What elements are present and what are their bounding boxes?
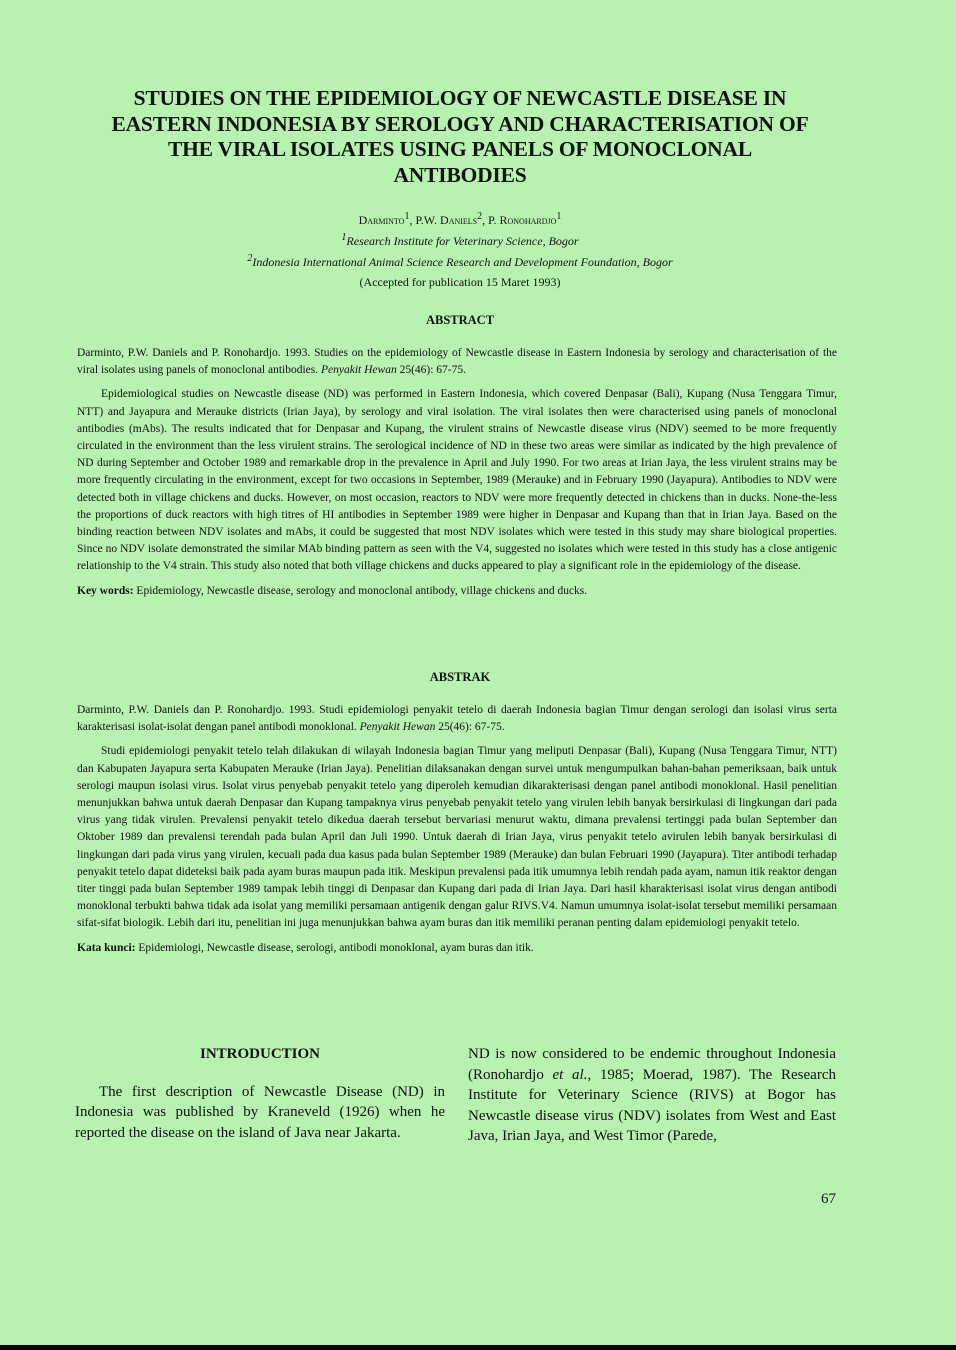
scan-edge-bar xyxy=(0,1345,956,1350)
abstrak-heading: ABSTRAK xyxy=(429,670,491,684)
title-line: STUDIES ON THE EPIDEMIOLOGY OF NEWCASTLE DISEASE IN xyxy=(133,86,787,110)
author-name: P.W. Daniels xyxy=(415,213,478,227)
title-line: ANTIBODIES xyxy=(393,162,527,187)
accepted-date: (Accepted for publication 15 Maret 1993) xyxy=(359,275,561,289)
abstrak-keywords: Kata kunci: Epidemiologi, Newcastle disease, serologi, antibodi monoklonal, ayam buras dan itik. xyxy=(77,941,534,954)
paper-title xyxy=(70,86,850,188)
intro-paragraph: The first description of Newcastle Disease (ND) in Indonesia was published by Kraneveld (1926) when he reported the disease on the island of Java near Jakarta. xyxy=(75,1083,445,1141)
abstract-body: Epidemiological studies on Newcastle disease (ND) was performed in Eastern Indonesia, which covered Denpasar (Bali), Kupang (Nusa Tenggara Timur, NTT) and Jayapura and Merauke districts (Irian Jaya), by serology and viral isolation. The viral isolates then were characterised using panels of monoclonal antibodies (mAbs). The results indicated that for Denpasar and Kupang, the virulent strains of Newcastle disease virus (NDV) seemed to be more frequently circulated in the environment than the less virulent strains. The serological incidence of ND in these two areas were similar as indicated by the high prevalence of ND during September and October 1989 and remarkable drop in the prevalence in April and July 1990. For two areas at Irian Jaya, the less virulent strains may be more frequently circulating in the environment, except for two occasions in September, 1989 (Merauke) and in February 1990 (Jayapura). Antibodies to NDV were detected both in village chickens and ducks. However, on most occasion, reactors to NDV were more frequently detected in chickens than in ducks. None-the-less the proportions of duck reactors with high titres of HI antibodies in September 1989 were higher in Denpasar and Kupang than that in Irian Jaya. Based on the binding reaction between NDV isolates and mAbs, it could be suggested that most NDV isolates which were tested in this study may share biological properties. Since no NDV isolate demonstrated the similar MAb binding pattern as seen with the V4, suggested no isolates which were tested in this study has a close antigenic relationship to the V4 strain. This study also noted that both village chickens and ducks appeared to play a significant role in the epidemiology of the disease. xyxy=(77,388,837,573)
author-name: Darminto xyxy=(358,213,405,227)
affiliation-1: $^1$Research Institute for Veterinary Science, Bogor xyxy=(341,232,579,248)
abstrak-citation: Darminto, P.W. Daniels dan P. Ronohardjo. 1993. Studi epidemiologi penyakit tetelo di daerah Indonesia bagian Timur dengan serologi dan isolasi virus serta karakterisasi isolat-isolat dengan panel antibodi monoklonal. Penyakit Hewan 25(46): 67-75. xyxy=(77,704,837,734)
journal-name: Penyakit Hewan xyxy=(359,721,436,734)
intro-paragraph: ND is now considered to be endemic throughout Indonesia (Ronohardjo et al., 1985; Moerad, 1987). The Research Institute for Veterinary Science (RIVS) at Bogor has Newcastle disease virus (NDV) isolates from West and East Java, Irian Jaya, and West Timor (Parede, xyxy=(468,1046,836,1145)
affiliation-marker: 2 xyxy=(477,211,483,222)
title-line: EASTERN INDONESIA BY SEROLOGY AND CHARACTERISATION OF xyxy=(111,111,809,136)
abstrak-body: Studi epidemiologi penyakit tetelo telah dilakukan di wilayah Indonesia bagian Timur yang meliputi Denpasar (Bali), Kupang (Nusa Tenggara Timur, NTT) dan Kabupaten Jayapura serta Kabupaten Merauke (Irian Jaya). Penelitian dilaksanakan dengan survei untuk mengumpulkan bahan-bahan pemeriksaan, baik untuk serologi maupun isolasi virus. Isolat virus penyebab penyakit tetelo yang diperoleh kemudian dikarakterisasi dengan panel antibodi monoklonal. Hasil penelitian menunjukkan bahwa untuk daerah Denpasar dan Kupang tampaknya virus penyebab penyakit tetelo yang virulen lebih banyak bersirkulasi di lingkungan dari pada virus yang tidak virulen. Prevalensi penyakit tetelo dikedua daerah tersebut bervariasi menurut waktu, dimana prevalensi tertinggi pada bulan September dan Oktober 1989 dan prevalensi terendah pada bulan April dan Juli 1990. Untuk daerah di Irian Jaya, virus penyakit tetelo avirulen lebih banyak bersirkulasi di lingkungan dari pada virus yang virulen, kecuali pada dua kasus pada bulan September 1989 (Merauke) dan bulan Februari 1990 (Jayapura). Titer antibodi terhadap penyakit tetelo dapat dideteksi baik pada ayam buras maupun pada itik. Meskipun prevalensi pada itik umumnya lebih rendah pada ayam, namun itik reaktor dengan titer tinggi pada bulan September 1989 tampak lebih tinggi di Denpasar dan Kupang dari pada di Irian Jaya. Dari hasil kharakterisasi isolat virus dengan antibodi monoklonal terbukti bahwa tidak ada isolat yang memiliki persamaan antigenik dengan galur RIVS.V4. Namun umumnya isolat-isolat tersebut memiliki persamaan sifat-sifat biologik. Lebih dari itu, penelitian ini juga menunjukkan bahwa ayam buras dan itik memiliki peranan penting dalam epidemiologi penyakit tetelo. xyxy=(77,745,837,930)
journal-name: Penyakit Hewan xyxy=(321,364,397,377)
abstrak-block xyxy=(77,702,837,957)
page-number: 67 xyxy=(821,1191,836,1207)
affiliation-2: $^2$Indonesia International Animal Science Research and Development Foundation, Bogor xyxy=(247,253,673,269)
abstract-heading: ABSTRACT xyxy=(425,313,495,327)
abstract-citation: Darminto, P.W. Daniels and P. Ronohardjo. 1993. Studies on the epidemiology of Newcastle disease in Eastern Indonesia by serology and characterisation of the viral isolates using panels of monoclonal antibodies. Penyakit Hewan 25(46): 67-75. xyxy=(77,347,837,377)
author-name: P. Ronohardjo xyxy=(488,213,557,227)
abstract-keywords: Key words: Epidemiology, Newcastle disease, serology and monoclonal antibody, village chickens and ducks. xyxy=(77,584,588,597)
abstract-block xyxy=(77,345,837,600)
author-block xyxy=(80,208,840,271)
affiliation-marker: 1 xyxy=(556,211,562,222)
intro-left-column xyxy=(75,1044,445,1143)
author-names: Darminto$^1$, P.W. Daniels$^2$, P. Ronohardjo$^1$ xyxy=(358,211,562,227)
keywords-label: Key words: xyxy=(77,584,134,597)
introduction-heading: INTRODUCTION xyxy=(199,1046,320,1062)
affiliation-marker: 1 xyxy=(404,211,410,222)
title-line: THE VIRAL ISOLATES USING PANELS OF MONOCLONAL xyxy=(168,137,752,161)
keywords-label: Kata kunci: xyxy=(77,941,136,954)
intro-right-column xyxy=(468,1044,836,1147)
